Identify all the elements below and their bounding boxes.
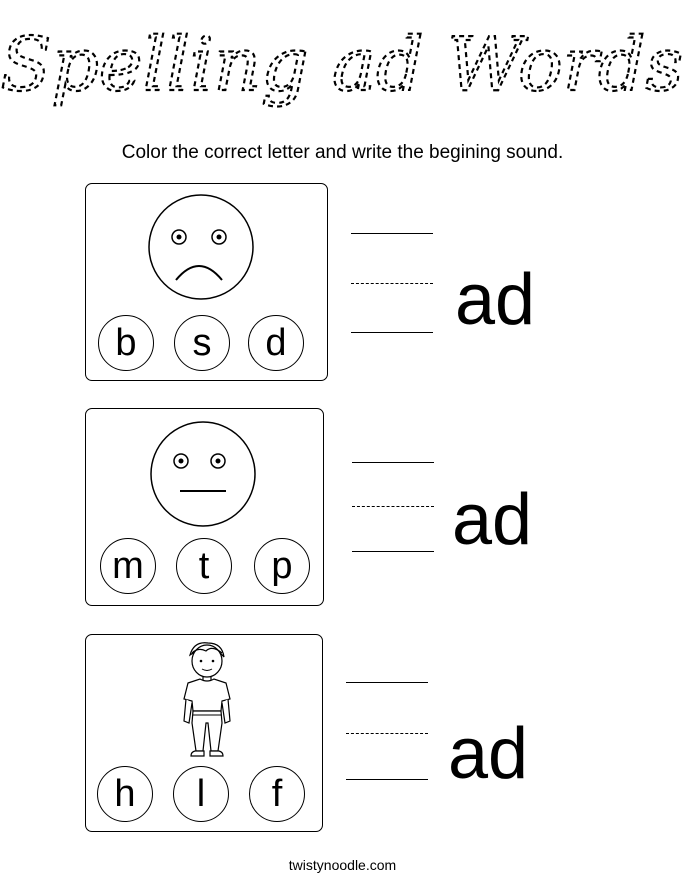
word-ending: ad xyxy=(448,714,529,794)
letter-choice[interactable]: l xyxy=(173,766,229,822)
letter-choice[interactable]: t xyxy=(176,538,232,594)
letter-choice[interactable]: h xyxy=(97,766,153,822)
instructions: Color the correct letter and write the begining sound. xyxy=(121,142,564,163)
writing-line-top xyxy=(346,682,428,683)
word-ending: ad xyxy=(455,260,536,340)
writing-line-middle xyxy=(346,733,428,734)
letter-choice[interactable]: f xyxy=(249,766,305,822)
boy-icon xyxy=(166,639,246,761)
writing-line-middle xyxy=(351,283,433,284)
letter-choice[interactable]: b xyxy=(98,315,154,371)
writing-line-bottom xyxy=(352,551,434,552)
writing-line-bottom xyxy=(351,332,433,333)
writing-line-bottom xyxy=(346,779,428,780)
writing-line-top xyxy=(351,233,433,234)
neutral-face-icon xyxy=(148,419,258,529)
word-ending: ad xyxy=(452,480,533,560)
picture-card-2 xyxy=(85,408,324,606)
sad-face-icon xyxy=(146,192,256,302)
letter-choice[interactable]: m xyxy=(100,538,156,594)
letter-choice[interactable]: d xyxy=(248,315,304,371)
writing-line-top xyxy=(352,462,434,463)
writing-line-middle xyxy=(352,506,434,507)
footer-site-name: twistynoodle.com xyxy=(288,857,397,873)
letter-choice[interactable]: p xyxy=(254,538,310,594)
title-text: Spelling ad Words xyxy=(0,22,684,108)
picture-card-3 xyxy=(85,634,323,832)
picture-card-1 xyxy=(85,183,328,381)
worksheet-title xyxy=(0,10,685,120)
letter-choice[interactable]: s xyxy=(174,315,230,371)
